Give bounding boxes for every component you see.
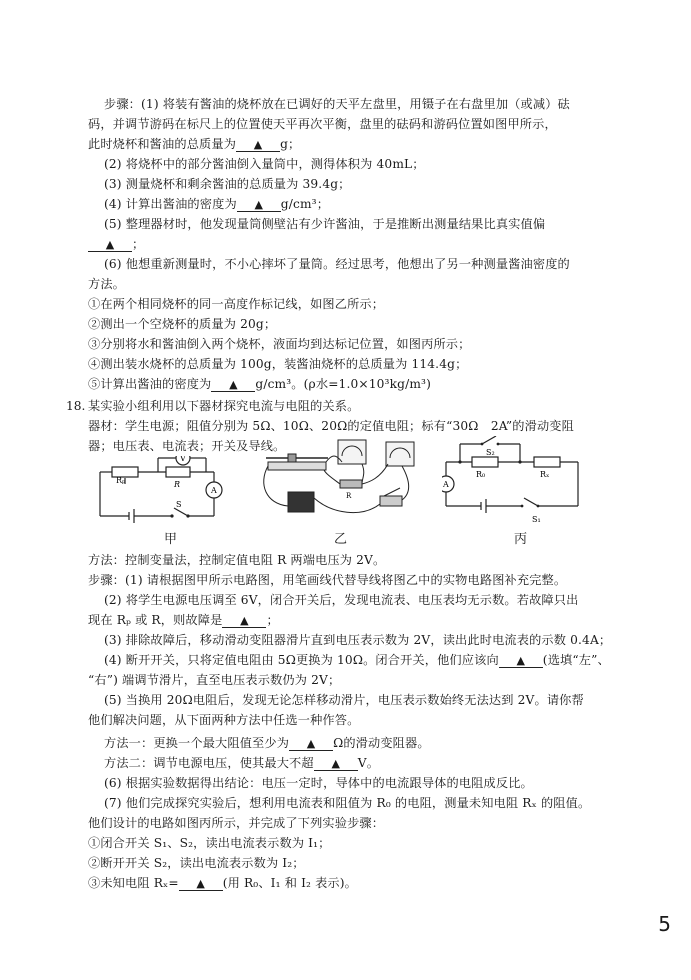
q18-step-1: 步骤：(1) 请根据图甲所示电路图，用笔画线代替导线将图乙中的实物电路图补充完整。 [88, 573, 567, 587]
q17-line-15: ⑤计算出酱油的密度为 ▲ g/cm³。(ρ水=1.0×10³kg/m³) [88, 377, 431, 391]
answer-blank: ▲ [211, 378, 255, 392]
label-r0: R₀ [476, 470, 486, 479]
q17-line-8: ▲ ； [88, 236, 144, 252]
figure-caption-jia: 甲 [164, 532, 178, 547]
label-rx: Rₓ [540, 470, 550, 479]
q18-line-1: 某实验小组利用以下器材探究电流与电阻的关系。 [88, 399, 360, 413]
q18-step-7: (7) 他们完成探究实验后，想利用电流表和阻值为 R₀ 的电阻，测量未知电阻 Rₓ 的阻值。 [104, 796, 591, 810]
label-rp: Rₚ [116, 476, 126, 485]
q18-substep-2: ②断开开关 S₂，读出电流表示数为 I₂； [88, 856, 305, 870]
circuit-diagram-jia [96, 456, 246, 528]
q18-line-2: 器材：学生电源；阻值分别为 5Ω、10Ω、20Ω的定值电阻；标有“30Ω 2A”的滑动变阻 [88, 419, 574, 433]
q17-line-1: 步骤：(1) 将装有酱油的烧杯放在已调好的天平左盘里，用镊子在右盘里加（或减）砝 [104, 97, 570, 111]
figure-caption-yi: 乙 [334, 532, 348, 547]
answer-blank: ▲ [88, 238, 132, 252]
q18-method-one: 方法一：更换一个最大阻值至少为 ▲ Ω的滑动变阻器。 [104, 736, 430, 750]
q18-step-4b: “右”) 端调节滑片，直至电压表示数仍为 2V； [88, 673, 341, 687]
q17-line-14: ④测出装水烧杯的总质量为 100g，装酱油烧杯的总质量为 114.4g； [88, 357, 468, 371]
label-s1: S₁ [532, 515, 541, 524]
q18-step-6: (6) 根据实验数据得出结论：电压一定时，导体中的电流跟导体的电阻成反比。 [104, 776, 533, 790]
q18-step-2: (2) 将学生电源电压调至 6V，闭合开关后，发现电流表、电压表均无示数。若故障只出 [104, 593, 579, 607]
q17-line-4: (2) 将烧杯中的部分酱油倒入量筒中，测得体积为 40mL； [104, 157, 425, 171]
label-r-below: R [174, 480, 181, 489]
q17-line-5: (3) 测量烧杯和剩余酱油的总质量为 39.4g； [104, 177, 351, 191]
label-a: A [211, 486, 217, 495]
q17-line-7: (5) 整理器材时，他发现量筒侧壁沾有少许酱油，于是推断出测量结果比真实值偏 [104, 217, 546, 231]
resistor-r-symbol [166, 467, 190, 477]
answer-blank: ▲ [499, 654, 543, 668]
q18-substep-3: ③未知电阻 Rₓ= ▲ (用 R₀、I₁ 和 I₂ 表示)。 [88, 876, 358, 890]
q18-step-4: (4) 断开开关，只将定值电阻由 5Ω更换为 10Ω。闭合开关，他们应该向 ▲ (选填“左”、 [104, 653, 610, 667]
q17-line-13: ③分别将水和酱油倒入两个烧杯，液面均到达标记位置，如图丙所示； [88, 337, 471, 351]
q18-method: 方法：控制变量法，控制定值电阻 R 两端电压为 2V。 [88, 553, 386, 567]
answer-blank: ▲ [289, 737, 333, 751]
answer-blank: ▲ [222, 614, 266, 628]
answer-blank: ▲ [179, 877, 223, 891]
answer-blank: ▲ [237, 198, 281, 212]
q18-step-5b: 他们解决问题，从下面两种方法中任选一种作答。 [88, 713, 360, 727]
q17-line-11: ①在两个相同烧杯的同一高度作标记线，如图乙所示； [88, 297, 385, 311]
q18-method-two: 方法二：调节电源电压，使其最大不超 ▲ V。 [104, 756, 380, 770]
q18-step-7b: 他们设计的电路如图丙所示，并完成了下列实验步骤： [88, 816, 385, 830]
page-number: 5 [658, 912, 671, 936]
q17-line-9: (6) 他想重新测量时，不小心摔坏了量筒。经过思考，他想出了另一种测量酱油密度的 [104, 257, 570, 271]
q18-substep-1: ①闭合开关 S₁、S₂，读出电流表示数为 I₁； [88, 836, 331, 850]
physical-setup-yi [262, 434, 422, 526]
answer-blank: ▲ [236, 138, 280, 152]
q18-step-2b: 现在 Rₚ 或 R，则故障是 ▲ ； [88, 613, 279, 627]
q18-line-3: 器；电压表、电流表；开关及导线。 [88, 439, 286, 453]
q17-line-3: 此时烧杯和酱油的总质量为 ▲ g； [88, 137, 301, 151]
resistor-rx-symbol [534, 457, 560, 467]
q17-line-12: ②测出一个空烧杯的质量为 20g； [88, 317, 277, 331]
label-s: S [176, 500, 182, 509]
circuit-diagram-bing [442, 436, 592, 528]
label-r-physical: R [346, 492, 352, 500]
q18-step-5: (5) 当换用 20Ω电阻后，发现无论怎样移动滑片，电压表示数始终无法达到 2V。请你帮 [104, 693, 584, 707]
answer-blank: ▲ [314, 757, 358, 771]
label-s2: S₂ [486, 448, 495, 457]
q17-line-6: (4) 计算出酱油的密度为 ▲ g/cm³； [104, 197, 330, 211]
label-v: V [180, 456, 186, 463]
label-a-bing: A [443, 480, 449, 489]
q17-line-2: 码，并调节游码在标尺上的位置使天平再次平衡，盘里的砝码和游码位置如图甲所示， [88, 117, 557, 131]
q17-line-10: 方法。 [88, 277, 126, 291]
question-number: 18. [66, 399, 86, 413]
resistor-r0-symbol [472, 457, 498, 467]
figure-caption-bing: 丙 [514, 532, 528, 547]
q18-step-3: (3) 排除故障后，移动滑动变阻器滑片直到电压表示数为 2V，读出此时电流表的示数 0.4A； [104, 633, 612, 647]
